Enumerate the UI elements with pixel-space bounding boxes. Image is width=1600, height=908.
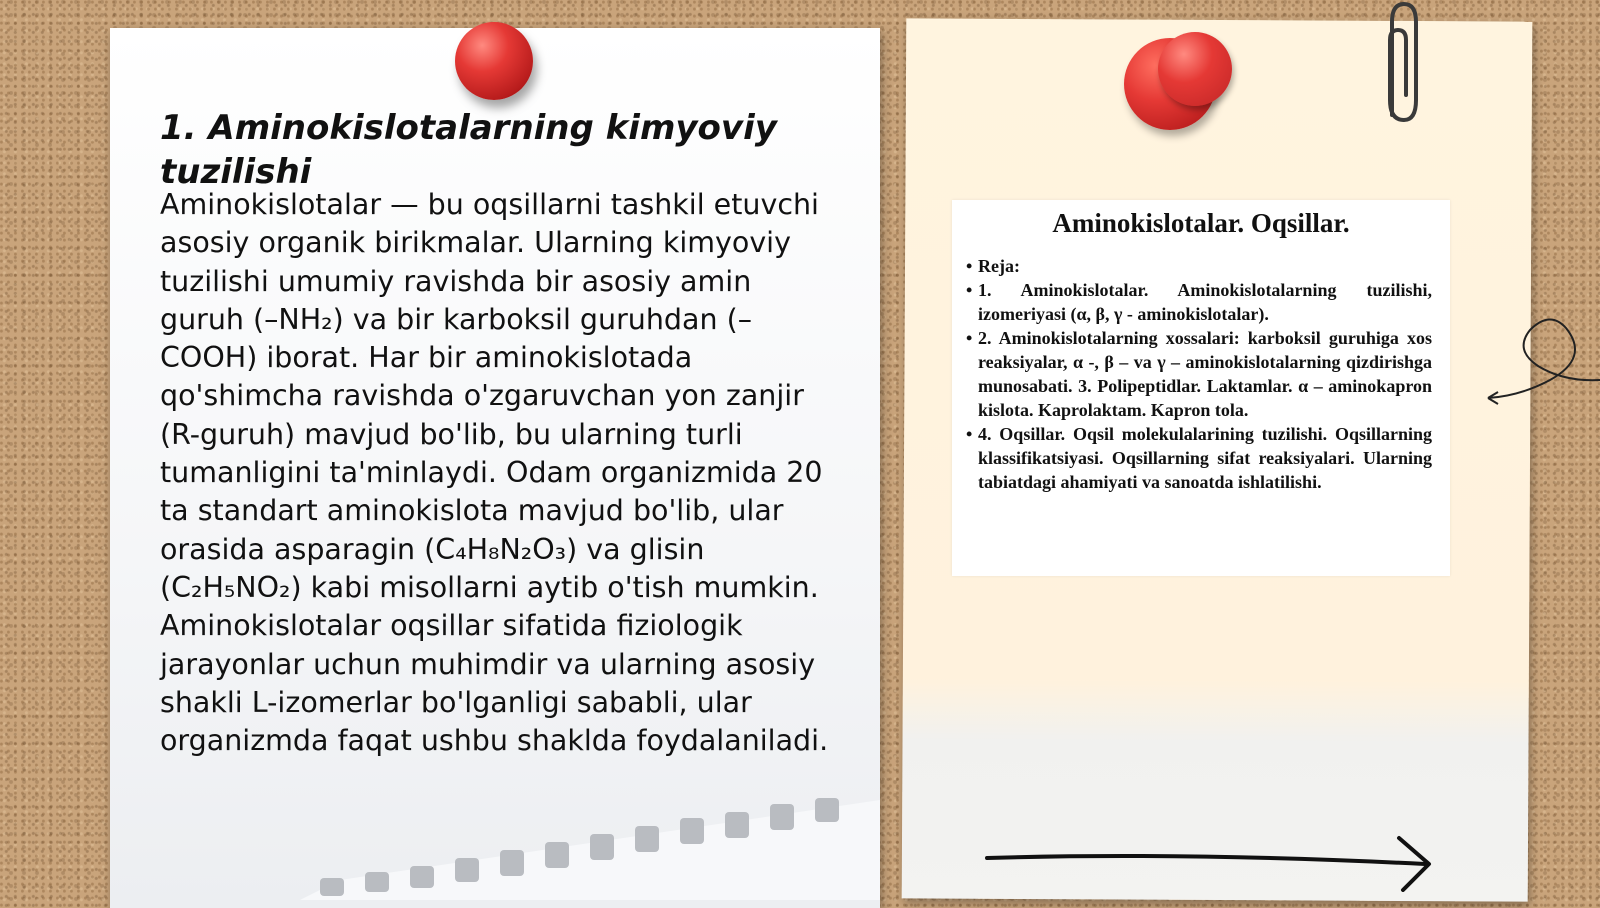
push-pin-icon [1158,32,1232,106]
arrow-right-icon[interactable] [985,832,1445,892]
list-item: • Reja: [966,254,1432,278]
list-item: • 1. Aminokislotalar. Aminokislotalarning tuzilishi, izomeriyasi (α, β, γ - aminokislotalar). [966,278,1432,326]
torn-notebook-holes [300,790,880,900]
document-title: Aminokislotalar. Oqsillar. [1052,208,1350,238]
push-pin-icon [455,22,533,100]
left-note-body: Aminokislotalar — bu oqsillarni tashkil etuvchi asosiy organik birikmalar. Ularning kimyoviy tuzilishi umumiy ravishda bir asosiy amin guruh (–NH₂) va bir karboksil guruhdan (–COOH) iborat. Har bir aminokislotada qo'shimcha ravishda o'zgaruvchan yon zanjir (R-guruh) mavjud bo'lib, bu ularning turli tumanligini ta'minlaydi. Odam organizmida 20 ta standart aminokislota mavjud bo'lib, ular orasida asparagin (C₄H₈N₂O₃) va glisin (C₂H₅NO₂) kabi misollarni aytib o'tish mumkin. Aminokislotalar oqsillar sifatida fiziologik jarayonlar uchun muhimdir va ularning asosiy shakli L-izomerlar bo'lganligi sababli, ular organizmda faqat ushbu shaklda foydalaniladi. [160,188,829,758]
left-note-title: 1. Aminokislotalarning kimyoviy tuzilishi [160,108,777,192]
list-item: • 4. Oqsillar. Oqsil molekulalarining tuzilishi. Oqsillarning klassifikatsiyasi. Oqsillarning sifat reaksiyalari. Ularning tabiatdagi ahamiyati va sanoatda ishlatilishi. [966,422,1432,494]
list-item: • 2. Aminokislotalarning xossalari: karboksil guruhiga xos reaksiyalar, α -, β – va γ – aminokislotalarning qizdirishga munosabati. 3. Polipeptidlar. Laktamlar. α – aminokapron kislota. Kaprolaktam. Kapron tola. [966,326,1432,422]
plan-list [966,254,1432,494]
paper-clip-icon [1378,0,1422,125]
curl-doodle-icon [1480,310,1600,410]
